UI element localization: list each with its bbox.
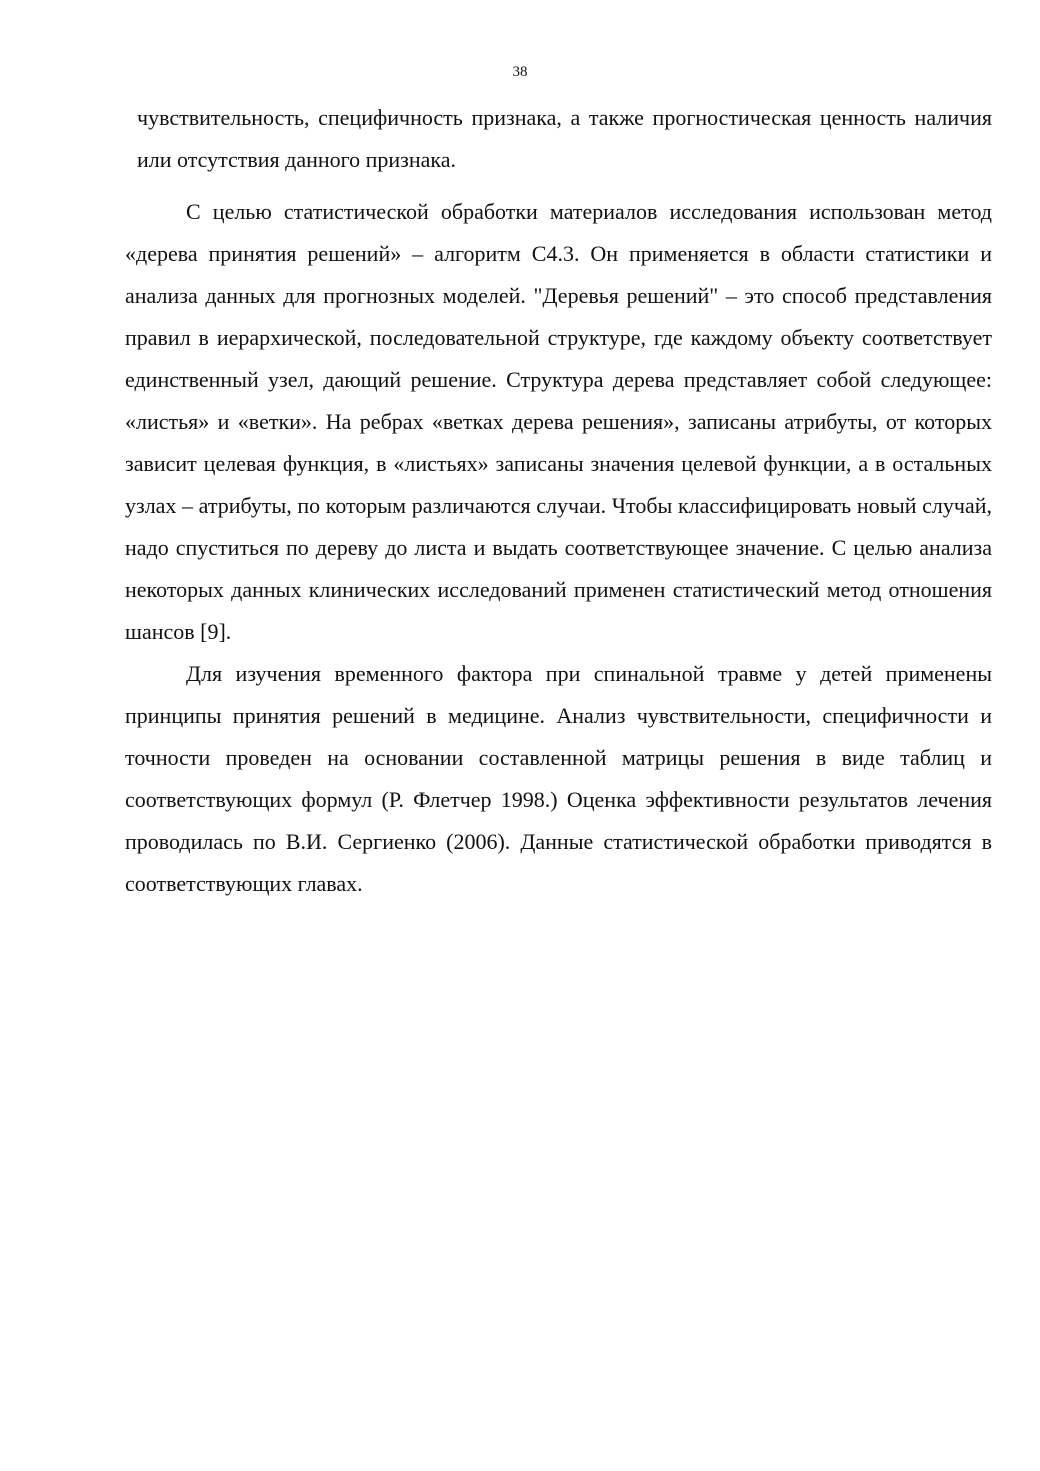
page-number: 38: [512, 64, 528, 80]
paragraph-time-factor-analysis: Для изучения временного фактора при спинальной травме у детей применены принципы принятия решений в медицине. Анализ чувствительности, специфичности и точности проведен на основании составленной матрицы решения в виде таблиц и соответствующих формул (Р. Флетчер 1998.) Оценка эффективности результатов лечения проводилась по В.И. Сергиенко (2006). Данные статистической обработки приводятся в соответствующих главах.: [125, 661, 992, 896]
paragraph-decision-tree-method: С целью статистической обработки материалов исследования использован метод «дерева принятия решений» – алгоритм С4.3. Он применяется в области статистики и анализа данных для прогнозных моделей. "Деревья решений" – это способ представления правил в иерархической, последовательной структуре, где каждому объекту соответствует единственный узел, дающий решение. Структура дерева представляет собой следующее: «листья» и «ветки». На ребрах «ветках дерева решения», записаны атрибуты, от которых зависит целевая функция, в «листьях» записаны значения целевой функции, а в остальных узлах – атрибуты, по которым различаются случаи. Чтобы классифицировать новый случай, надо спуститься по дереву до листа и выдать соответствующее значение. С целью анализа некоторых данных клинических исследований применен статистический метод отношения шансов [9].: [125, 199, 992, 644]
document-body: [125, 97, 992, 905]
paragraph-continuation: чувствительность, специфичность признака, а также прогностическая ценность наличия или отсутствия данного признака.: [137, 105, 992, 172]
